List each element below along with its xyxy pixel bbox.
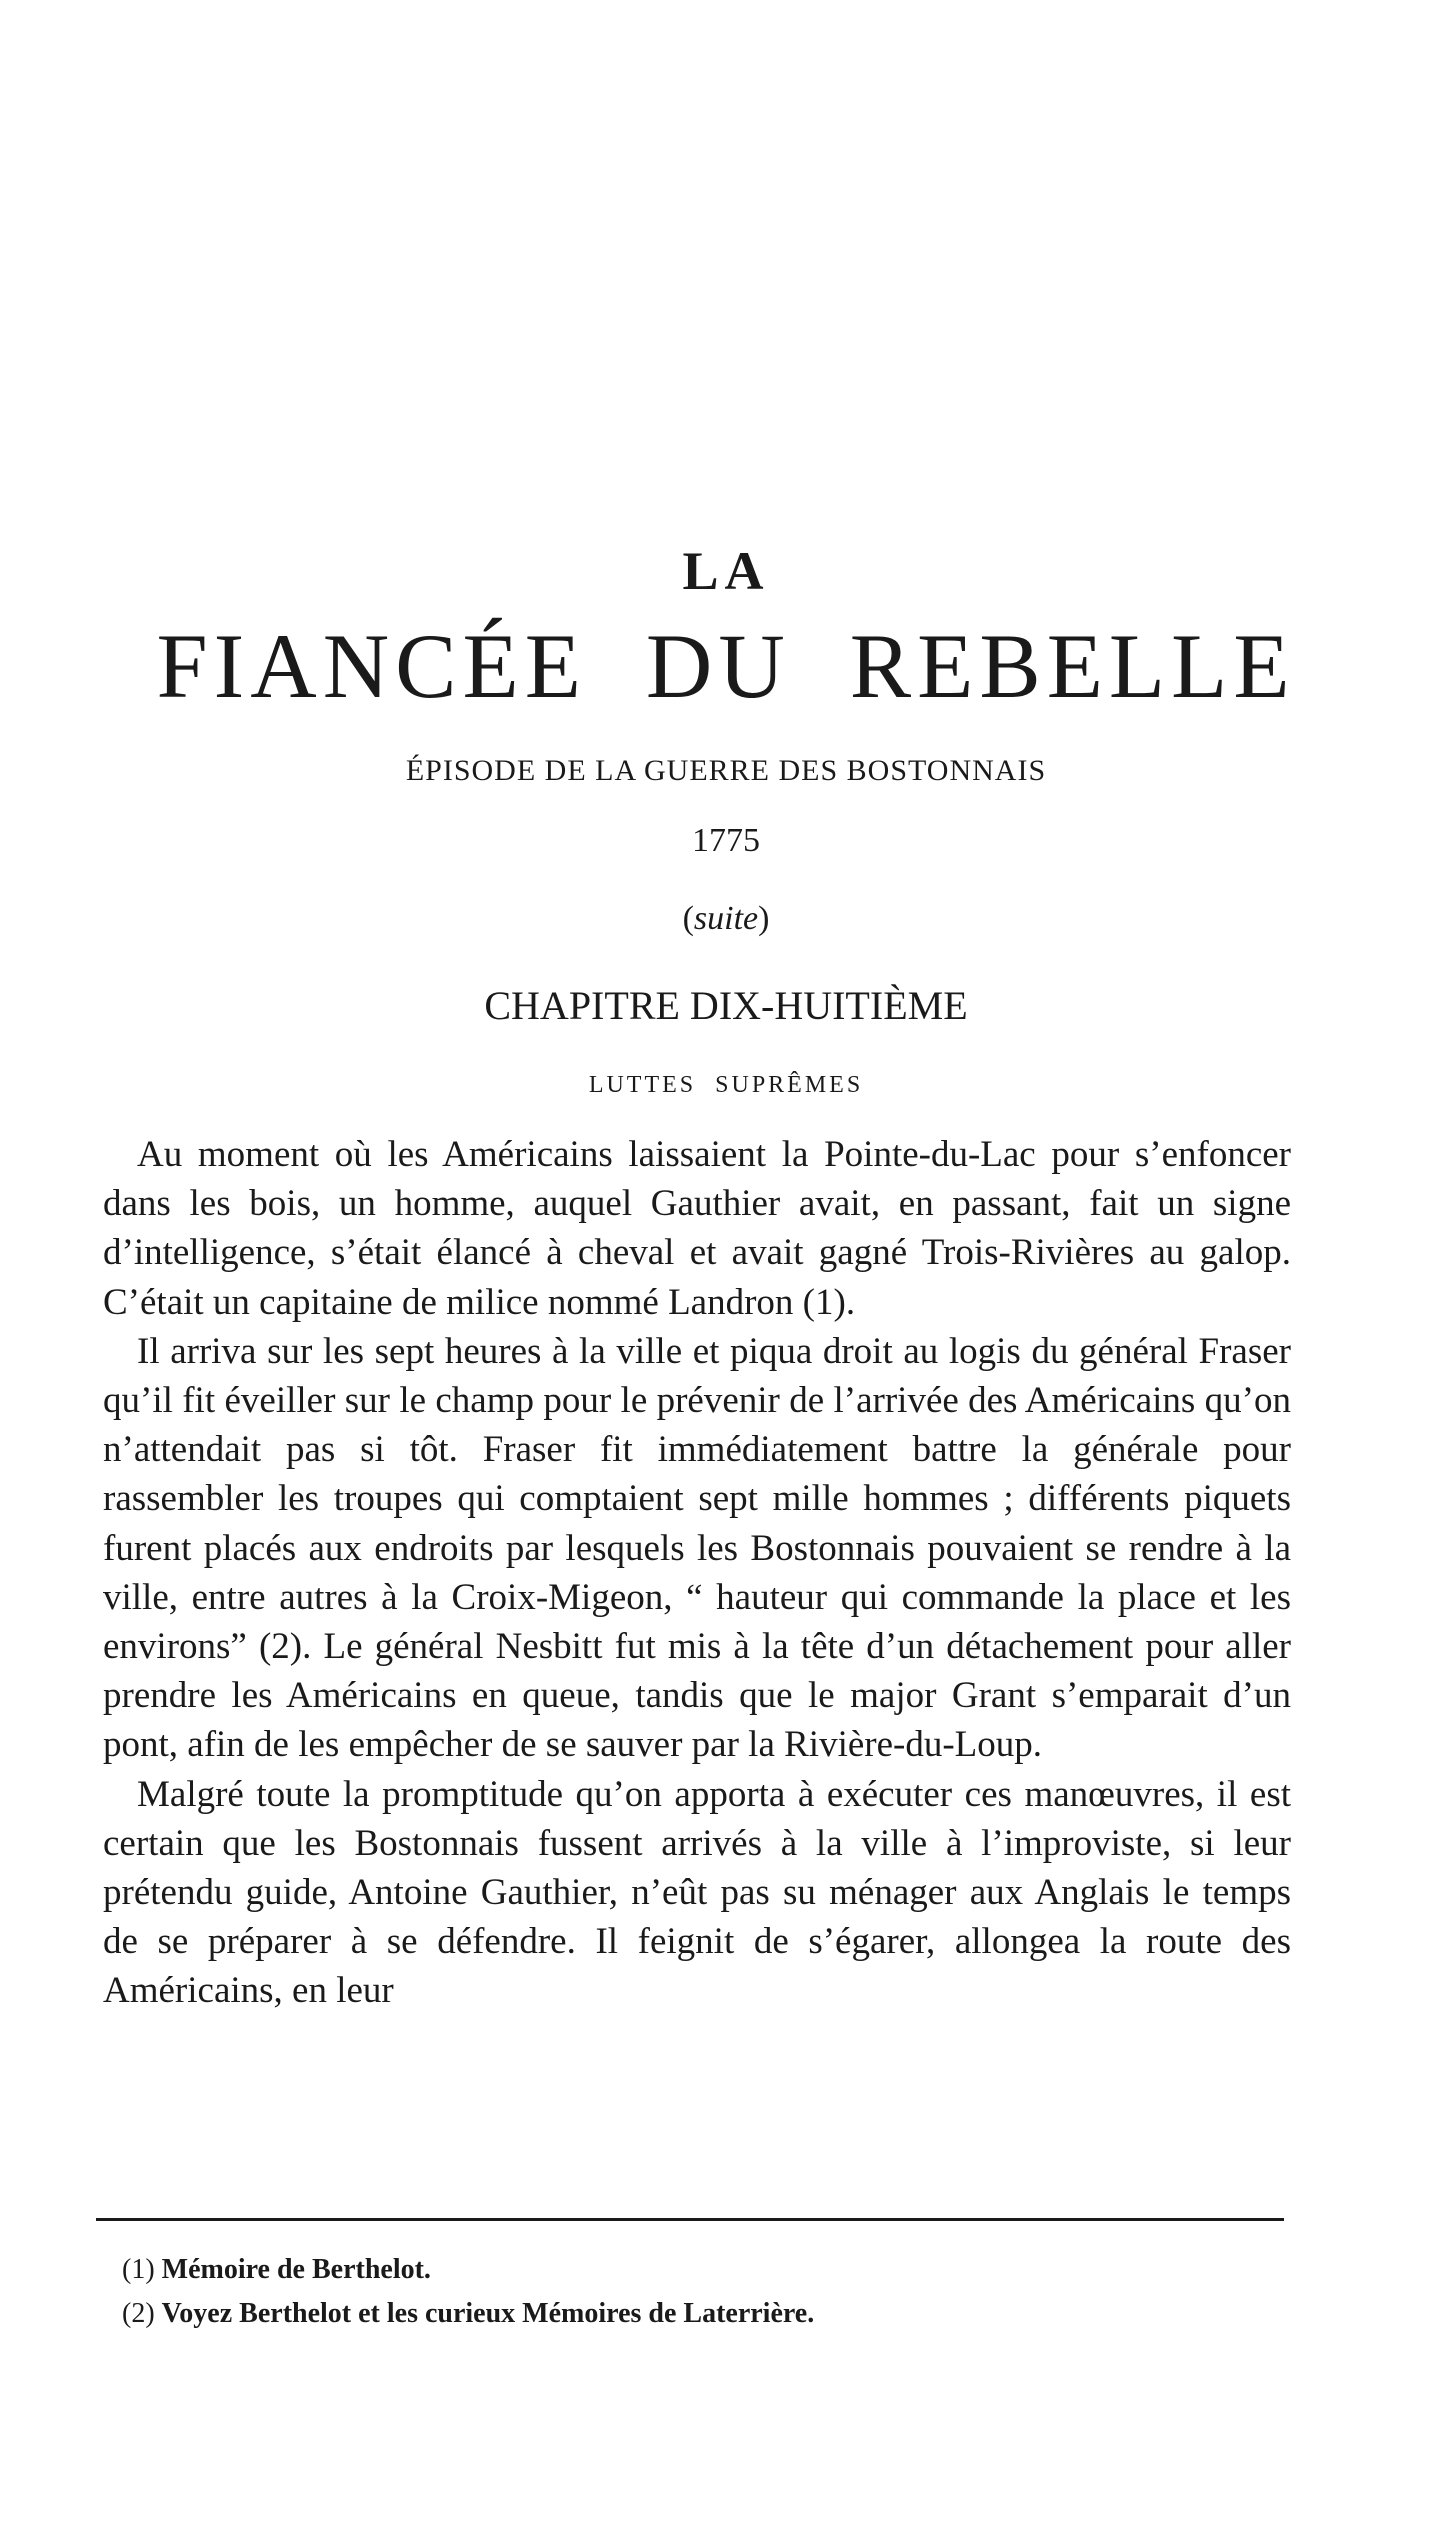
- footnote: [122, 2248, 1282, 2292]
- footnote-text: Voyez Berthelot et les curieux Mémoires de Laterrière.: [161, 2298, 815, 2329]
- paragraph: Au moment où les Américains laissaient la Pointe-du-Lac pour s’enfoncer dans les bois, un homme, auquel Gauthier avait, en passant, fait un signe d’intelligence, s’était élancé à cheval et avait gagné Trois-Rivières au galop. C’était un capitaine de milice nommé Landron (1).: [103, 1134, 1291, 1323]
- footnote-marker: (1): [122, 2254, 155, 2285]
- subtitle: ÉPISODE DE LA GUERRE DES BOSTONNAIS: [405, 754, 1047, 787]
- footnote-marker: (2): [122, 2298, 155, 2329]
- title-article: LA: [682, 541, 770, 601]
- footnote-text: Mémoire de Berthelot.: [161, 2254, 431, 2285]
- page-title: FIANCÉE DU REBELLE: [156, 615, 1296, 717]
- continued-label: suite: [693, 900, 759, 937]
- chapter-heading: CHAPITRE DIX-HUITIÈME: [484, 983, 968, 1028]
- footnote: [122, 2292, 1282, 2336]
- body-text: [103, 1130, 1291, 2016]
- paragraph: Malgré toute la promptitude qu’on apporta à exécuter ces manœuvres, il est certain que les Bostonnais fussent arrivés à la ville à l’improviste, si leur prétendu guide, Antoine Gauthier, n’eût pas su ménager aux Anglais le temps de se préparer à se défendre. Il feignit de s’égarer, allongea la route des Américains, en leur: [103, 1773, 1291, 2012]
- footnote-divider: [96, 2218, 1284, 2221]
- year: 1775: [692, 822, 760, 859]
- continued-note: (suite): [682, 900, 770, 937]
- footnotes: [122, 2248, 1282, 2336]
- paragraph: Il arriva sur les sept heures à la ville et piqua droit au logis du général Fraser qu’il fit éveiller sur le champ pour le prévenir de l’arrivée des Américains qu’on n’attendait pas si tôt. Fraser fit immédiatement battre la générale pour rassembler les troupes qui comptaient sept mille hommes ; différents piquets furent placés aux endroits par lesquels les Bostonnais pouvaient se rendre à la ville, entre autres à la Croix-Migeon, “ hauteur qui commande la place et les environs” (2). Le général Nesbitt fut mis à la tête d’un détachement pour aller prendre les Américains en queue, tandis que le major Grant s’emparait d’un pont, afin de les empêcher de se sauver par la Rivière-du-Loup.: [103, 1330, 1291, 1766]
- section-heading: LUTTES SUPRÊMES: [588, 1072, 864, 1098]
